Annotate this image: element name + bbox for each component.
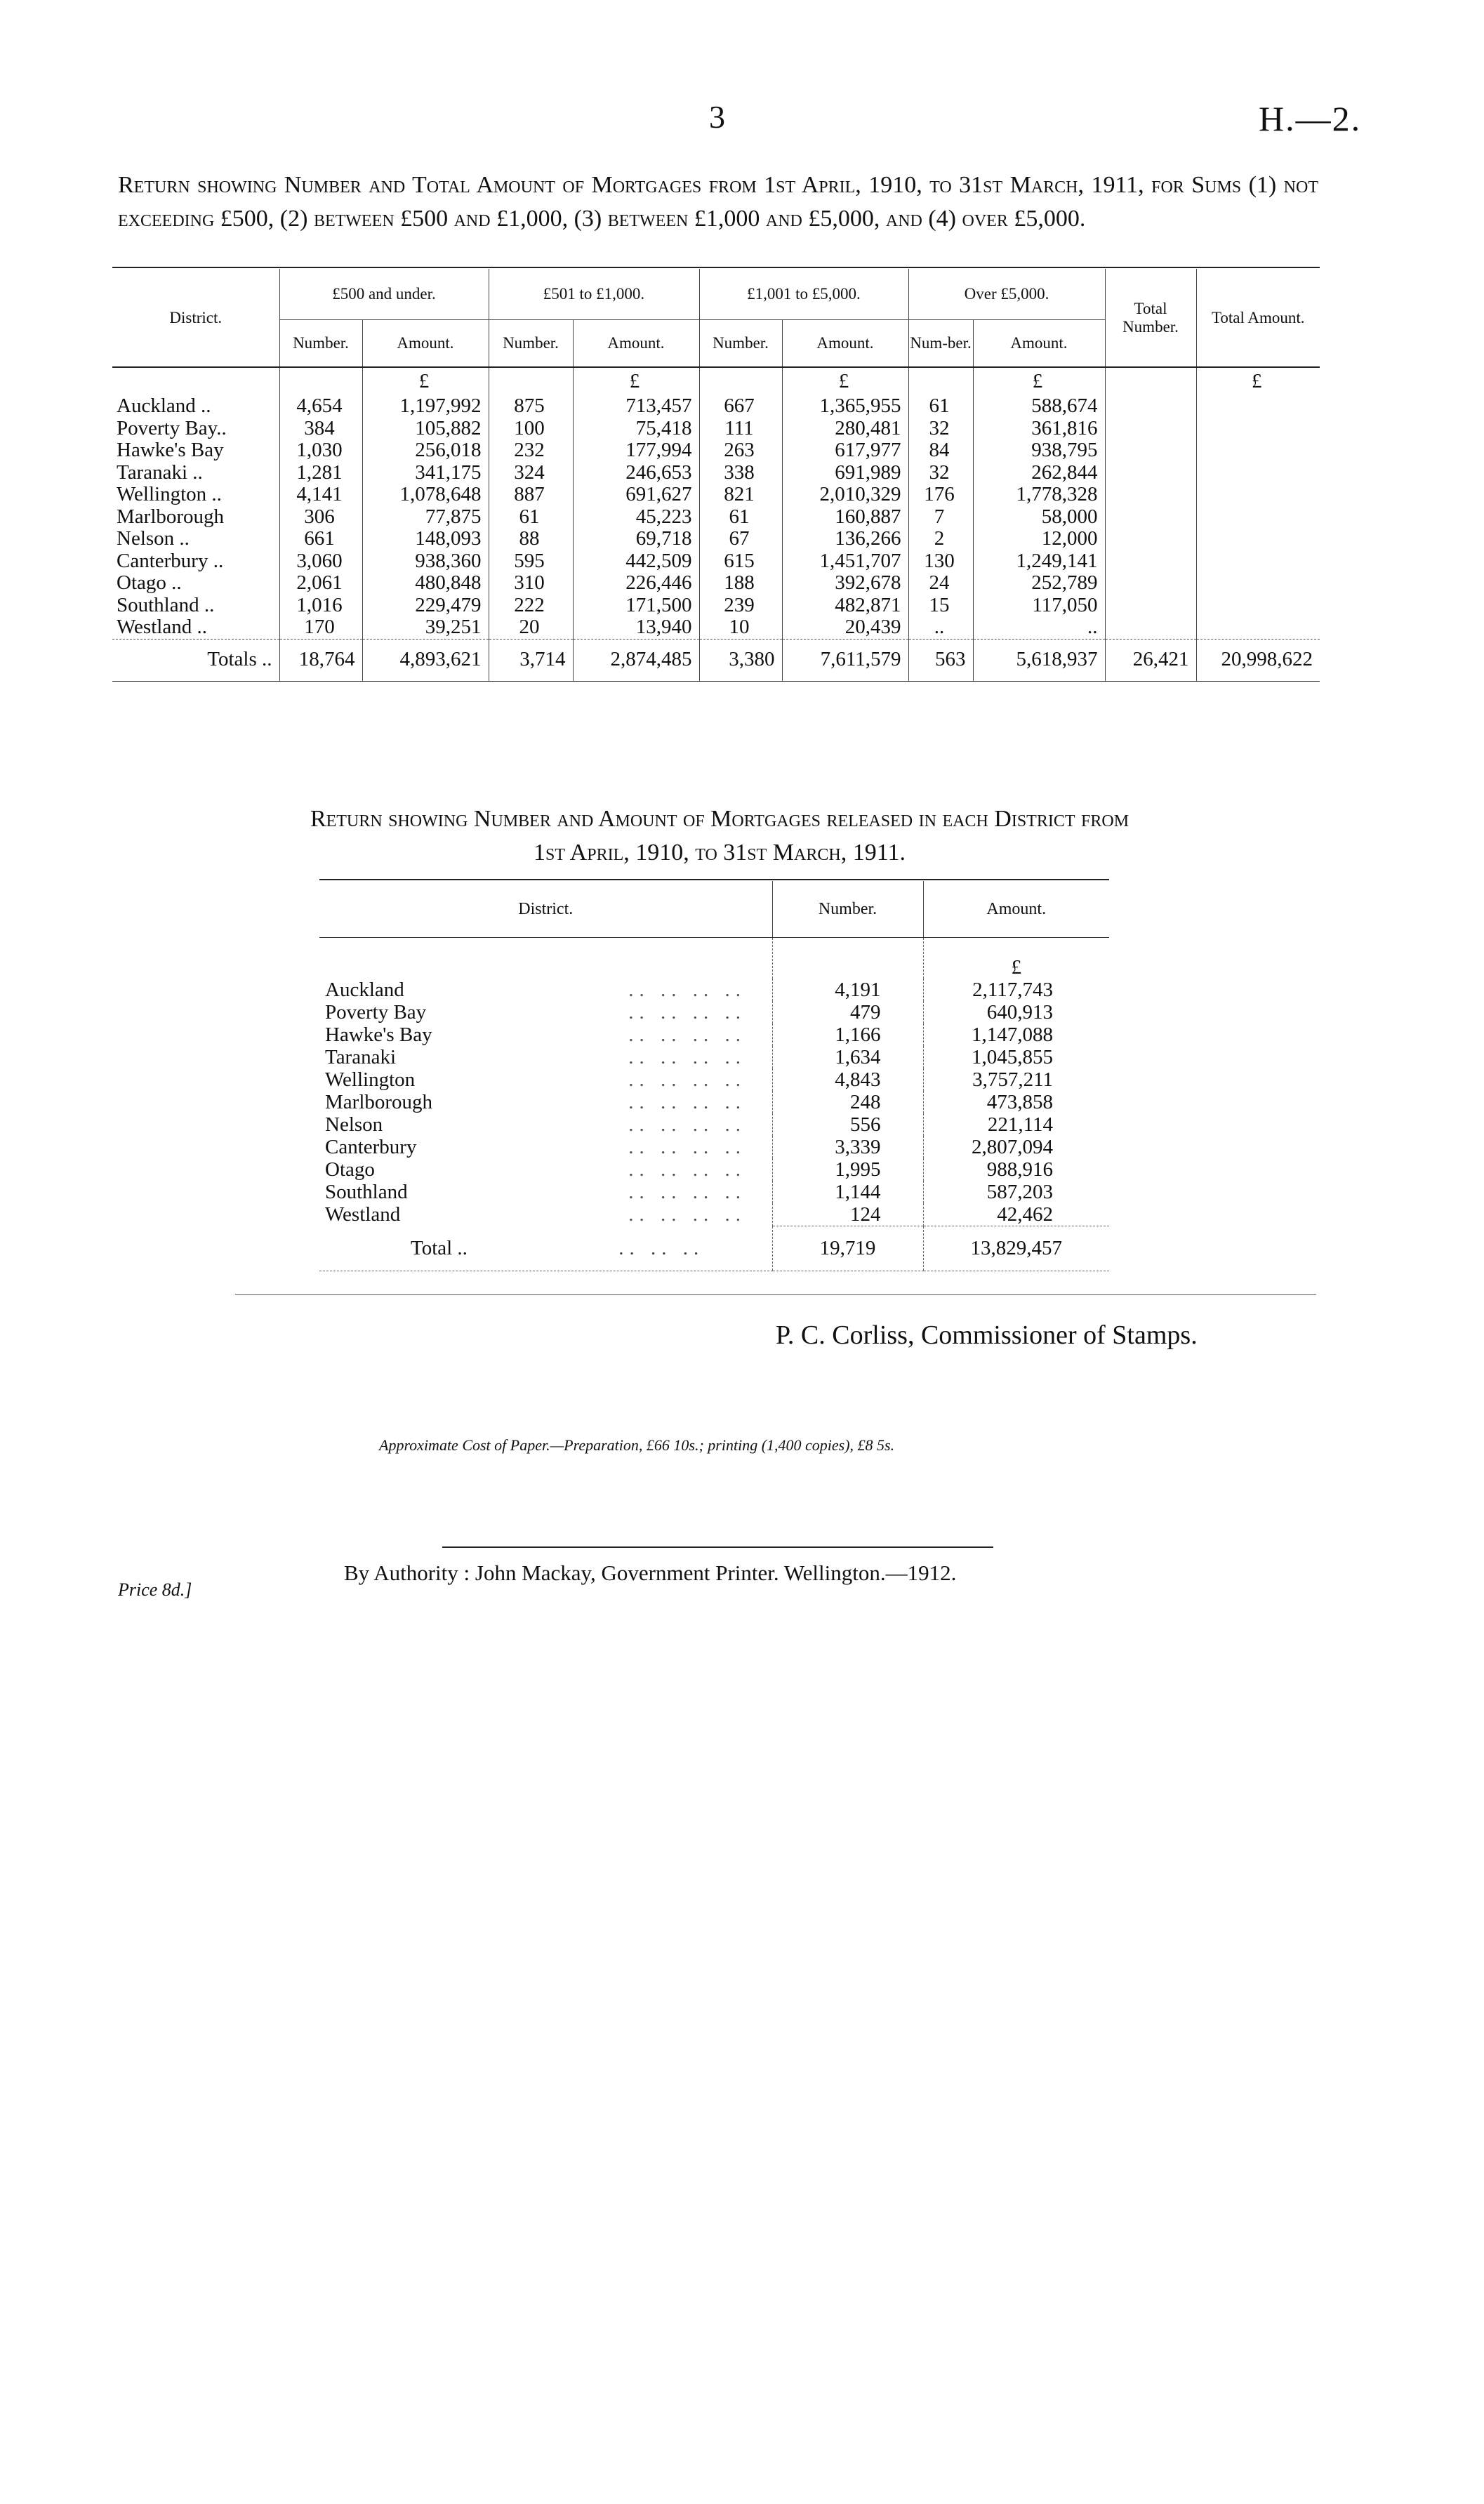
- cell-a2: 691,627: [573, 484, 699, 506]
- cell-a2: 171,500: [573, 595, 699, 617]
- currency-symbol: £: [1196, 367, 1320, 395]
- cell-a3: 691,989: [782, 462, 908, 484]
- cell-a1: 256,018: [362, 439, 489, 462]
- authority-line: By Authority : John Mackay, Government Printer. Wellington.—1912.: [344, 1561, 957, 1585]
- cell-amount: 988,916: [923, 1158, 1109, 1181]
- cell-a4: 1,249,141: [973, 550, 1105, 573]
- district-name: Otago ..: [117, 571, 182, 594]
- currency-symbol: £: [782, 367, 908, 395]
- cell-a4: 588,674: [973, 395, 1105, 418]
- district-name: Southland ..: [117, 593, 215, 616]
- cell-n2: 61: [489, 506, 573, 529]
- cell-total-amount: [1196, 572, 1320, 595]
- cell-n2: 20: [489, 616, 573, 639]
- cell-a1: 341,175: [362, 462, 489, 484]
- col-amount: Amount.: [782, 319, 908, 367]
- released-table: [319, 881, 1109, 1271]
- cell-a3: 280,481: [782, 418, 908, 440]
- district-cell: [319, 979, 772, 1001]
- cell-n1: 4,141: [279, 484, 362, 506]
- totals-a1: 4,893,621: [362, 639, 489, 681]
- cell-n3: 111: [699, 418, 782, 440]
- cell-n4: 32: [908, 418, 973, 440]
- cell-a3: 1,365,955: [782, 395, 908, 418]
- totals-a3: 7,611,579: [782, 639, 908, 681]
- cell-n3: 263: [699, 439, 782, 462]
- cell-n3: 338: [699, 462, 782, 484]
- district-name: Hawke's Bay: [325, 1023, 432, 1046]
- cell-n4: 32: [908, 462, 973, 484]
- cell-n2: 232: [489, 439, 573, 462]
- page-number: 3: [709, 99, 725, 135]
- cell-a4: 58,000: [973, 506, 1105, 529]
- table-row: [112, 395, 1320, 418]
- cell-a2: 45,223: [573, 506, 699, 529]
- table-row: [112, 484, 1320, 506]
- col-district: District.: [112, 269, 279, 367]
- district-name: Poverty Bay..: [117, 416, 227, 439]
- cell-n3: 10: [699, 616, 782, 639]
- mortgages-table: [112, 269, 1320, 682]
- leader-dots: .. .. ..: [618, 1236, 705, 1259]
- leader-dots: .. .. .. ..: [628, 1045, 746, 1068]
- cell-total-number: [1105, 484, 1196, 506]
- cell-total-number: [1105, 395, 1196, 418]
- col-group3: £1,001 to £5,000.: [699, 269, 908, 319]
- col-number: Number.: [489, 319, 573, 367]
- cell-amount: 587,203: [923, 1181, 1109, 1203]
- document-code: H.—2.: [1259, 99, 1362, 138]
- cell-total-amount: [1196, 595, 1320, 617]
- cell-n2: 887: [489, 484, 573, 506]
- return2-title-line2: 1st April, 1910, to 31st March, 1911.: [534, 840, 906, 866]
- leader-dots: .. .. .. ..: [628, 1113, 746, 1136]
- cell-total-number: [1105, 506, 1196, 529]
- cell-total-amount: [1196, 395, 1320, 418]
- cell-a3: 617,977: [782, 439, 908, 462]
- cell-n1: 661: [279, 528, 362, 550]
- cell-n2: 324: [489, 462, 573, 484]
- cell-a3: 160,887: [782, 506, 908, 529]
- col-total-amount: Total Amount.: [1196, 269, 1320, 367]
- cell-number: 124: [772, 1203, 923, 1226]
- cell-amount: 640,913: [923, 1001, 1109, 1024]
- cell-a4: 938,795: [973, 439, 1105, 462]
- cell-a2: 75,418: [573, 418, 699, 440]
- district-name: Westland: [325, 1203, 401, 1226]
- cell-n2: 595: [489, 550, 573, 573]
- cell-a4: 262,844: [973, 462, 1105, 484]
- district-name: Canterbury ..: [117, 549, 224, 572]
- district-cell: [319, 1046, 772, 1068]
- cell-a1: 105,882: [362, 418, 489, 440]
- col-amount: Amount.: [573, 319, 699, 367]
- district-cell: [319, 1001, 772, 1024]
- cell-total-number: [1105, 595, 1196, 617]
- cell-a3: 136,266: [782, 528, 908, 550]
- cell-n4: 61: [908, 395, 973, 418]
- col-amount: Amount.: [923, 881, 1109, 938]
- cell-amount: 1,147,088: [923, 1024, 1109, 1046]
- cell-total-number: [1105, 616, 1196, 639]
- cell-a3: 20,439: [782, 616, 908, 639]
- table-row: [319, 1203, 1109, 1226]
- district-name: Wellington: [325, 1068, 416, 1091]
- cell-n1: 1,281: [279, 462, 362, 484]
- cell-a4: 252,789: [973, 572, 1105, 595]
- cell-a2: 226,446: [573, 572, 699, 595]
- cell-n3: 615: [699, 550, 782, 573]
- cell-n1: 170: [279, 616, 362, 639]
- district-cell: [319, 1158, 772, 1181]
- leader-dots: .. .. .. ..: [628, 1135, 746, 1158]
- cell-a1: 148,093: [362, 528, 489, 550]
- table-row: [319, 1068, 1109, 1091]
- cell-n4: ..: [908, 616, 973, 639]
- cell-number: 1,144: [772, 1181, 923, 1203]
- col-group2: £501 to £1,000.: [489, 269, 699, 319]
- district-name: Auckland ..: [117, 395, 211, 417]
- cell-n4: 15: [908, 595, 973, 617]
- leader-dots: .. .. .. ..: [628, 1023, 746, 1046]
- table-row: [112, 572, 1320, 595]
- col-number: Number.: [772, 881, 923, 938]
- table-row: [319, 1046, 1109, 1068]
- cell-n2: 88: [489, 528, 573, 550]
- cell-n1: 1,016: [279, 595, 362, 617]
- cell-n3: 821: [699, 484, 782, 506]
- cell-a1: 1,078,648: [362, 484, 489, 506]
- cell-a1: 1,197,992: [362, 395, 489, 418]
- cost-note: Approximate Cost of Paper.—Preparation, £66 10s.; printing (1,400 copies), £8 5s.: [379, 1436, 895, 1454]
- cell-a1: 480,848: [362, 572, 489, 595]
- district-name: Taranaki: [325, 1045, 397, 1068]
- cell-n3: 239: [699, 595, 782, 617]
- cell-n2: 310: [489, 572, 573, 595]
- totals-a2: 2,874,485: [573, 639, 699, 681]
- cell-a2: 246,653: [573, 462, 699, 484]
- cell-total-amount: [1196, 616, 1320, 639]
- cell-n4: 176: [908, 484, 973, 506]
- leader-dots: .. .. .. ..: [628, 1068, 746, 1091]
- cell-n1: 384: [279, 418, 362, 440]
- table-row: [319, 1113, 1109, 1136]
- cell-a4: ..: [973, 616, 1105, 639]
- cell-n1: 306: [279, 506, 362, 529]
- col-group4: Over £5,000.: [908, 269, 1105, 319]
- district-cell: [319, 1091, 772, 1113]
- cell-amount: 1,045,855: [923, 1046, 1109, 1068]
- district-name: Marlborough: [117, 505, 225, 528]
- leader-dots: .. .. .. ..: [628, 1090, 746, 1113]
- cell-n4: 130: [908, 550, 973, 573]
- cell-a1: 77,875: [362, 506, 489, 529]
- cell-total-amount: [1196, 550, 1320, 573]
- district-name: Auckland: [325, 978, 404, 1001]
- cell-a2: 13,940: [573, 616, 699, 639]
- cell-n3: 188: [699, 572, 782, 595]
- district-name: Westland ..: [117, 616, 207, 638]
- cell-total-number: [1105, 528, 1196, 550]
- cell-n1: 2,061: [279, 572, 362, 595]
- cell-n3: 67: [699, 528, 782, 550]
- currency-symbol: £: [973, 367, 1105, 395]
- cell-amount: 3,757,211: [923, 1068, 1109, 1091]
- totals-n3: 3,380: [699, 639, 782, 681]
- cell-n3: 667: [699, 395, 782, 418]
- cell-a4: 361,816: [973, 418, 1105, 440]
- cell-n1: 3,060: [279, 550, 362, 573]
- table-row: [112, 462, 1320, 484]
- cell-total-number: [1105, 572, 1196, 595]
- cell-n2: 100: [489, 418, 573, 440]
- cell-a3: 1,451,707: [782, 550, 908, 573]
- district-name: Taranaki ..: [117, 461, 203, 484]
- table-row: [112, 616, 1320, 639]
- total-amount: 13,829,457: [923, 1226, 1109, 1271]
- cell-a3: 482,871: [782, 595, 908, 617]
- return1-title: Return showing Number and Total Amount of Mortgages from 1st April, 1910, to 31st March, 1911, for Sums (1) not exceeding £500, (2) between £500 and £1,000, (3) between £1,000 and £5,000, and (4) over £5,000.: [118, 172, 1318, 232]
- leader-dots: .. .. .. ..: [628, 1000, 746, 1024]
- currency-symbol: £: [923, 938, 1109, 979]
- cell-total-number: [1105, 418, 1196, 440]
- cell-a2: 442,509: [573, 550, 699, 573]
- cell-number: 4,191: [772, 979, 923, 1001]
- district-cell: [319, 1024, 772, 1046]
- table-row: [319, 1136, 1109, 1158]
- cell-n4: 2: [908, 528, 973, 550]
- cell-n3: 61: [699, 506, 782, 529]
- col-district: District.: [319, 881, 772, 938]
- col-total-number: Total Number.: [1105, 269, 1196, 367]
- table-row: [319, 1181, 1109, 1203]
- totals-n2: 3,714: [489, 639, 573, 681]
- total-label-text: Total ..: [411, 1236, 468, 1259]
- cell-n2: 222: [489, 595, 573, 617]
- cell-a2: 177,994: [573, 439, 699, 462]
- district-cell: [319, 1136, 772, 1158]
- table-row: [112, 506, 1320, 529]
- currency-symbol: £: [573, 367, 699, 395]
- cell-number: 479: [772, 1001, 923, 1024]
- district-name: Marlborough: [325, 1090, 433, 1113]
- totals-a4: 5,618,937: [973, 639, 1105, 681]
- district-cell: [319, 1068, 772, 1091]
- table-row: [319, 1024, 1109, 1046]
- cell-a1: 229,479: [362, 595, 489, 617]
- leader-dots: .. .. .. ..: [628, 1180, 746, 1203]
- cell-total-amount: [1196, 484, 1320, 506]
- col-group1: £500 and under.: [279, 269, 489, 319]
- leader-dots: .. .. .. ..: [628, 1158, 746, 1181]
- col-number: Number.: [279, 319, 362, 367]
- cell-number: 1,995: [772, 1158, 923, 1181]
- totals-n1: 18,764: [279, 639, 362, 681]
- cell-a3: 2,010,329: [782, 484, 908, 506]
- district-cell: [319, 1203, 772, 1226]
- cell-n1: 4,654: [279, 395, 362, 418]
- cell-a1: 39,251: [362, 616, 489, 639]
- price: Price 8d.]: [118, 1579, 192, 1600]
- totals-total-number: 26,421: [1105, 639, 1196, 681]
- district-cell: [319, 1113, 772, 1136]
- district-name: Southland: [325, 1180, 408, 1203]
- cell-number: 248: [772, 1091, 923, 1113]
- total-label: [319, 1226, 772, 1271]
- table-row: [112, 528, 1320, 550]
- cell-a3: 392,678: [782, 572, 908, 595]
- cell-n4: 84: [908, 439, 973, 462]
- cell-total-amount: [1196, 418, 1320, 440]
- cell-a1: 938,360: [362, 550, 489, 573]
- district-cell: [319, 1181, 772, 1203]
- cell-total-amount: [1196, 506, 1320, 529]
- cell-a4: 117,050: [973, 595, 1105, 617]
- district-name: Canterbury: [325, 1135, 417, 1158]
- return2-title-line1: Return showing Number and Amount of Mortgages released in each District from: [310, 806, 1129, 832]
- cell-number: 556: [772, 1113, 923, 1136]
- cell-number: 1,166: [772, 1024, 923, 1046]
- currency-symbol: £: [362, 367, 489, 395]
- cell-n1: 1,030: [279, 439, 362, 462]
- cell-total-amount: [1196, 528, 1320, 550]
- cell-number: 4,843: [772, 1068, 923, 1091]
- total-number: 19,719: [772, 1226, 923, 1271]
- cell-amount: 2,117,743: [923, 979, 1109, 1001]
- table-row: [319, 1001, 1109, 1024]
- signature: P. C. Corliss, Commissioner of Stamps.: [776, 1320, 1198, 1350]
- cell-number: 3,339: [772, 1136, 923, 1158]
- col-number-short: Num-ber.: [908, 319, 973, 367]
- leader-dots: .. .. .. ..: [628, 978, 746, 1001]
- totals-total-amount: 20,998,622: [1196, 639, 1320, 681]
- cell-amount: 473,858: [923, 1091, 1109, 1113]
- district-name: Nelson: [325, 1113, 383, 1136]
- table-row: [112, 439, 1320, 462]
- col-amount: Amount.: [362, 319, 489, 367]
- district-name: Nelson ..: [117, 527, 190, 550]
- district-name: Poverty Bay: [325, 1000, 427, 1024]
- cell-a2: 713,457: [573, 395, 699, 418]
- table-row: [319, 1091, 1109, 1113]
- col-amount: Amount.: [973, 319, 1105, 367]
- table-row: [112, 595, 1320, 617]
- cell-amount: 221,114: [923, 1113, 1109, 1136]
- totals-n4: 563: [908, 639, 973, 681]
- cell-total-number: [1105, 439, 1196, 462]
- cell-total-amount: [1196, 439, 1320, 462]
- district-name: Otago: [325, 1158, 375, 1181]
- return2-title: [123, 802, 1316, 870]
- table-row: [319, 979, 1109, 1001]
- table-row: [112, 418, 1320, 440]
- district-name: Hawke's Bay: [117, 439, 224, 461]
- totals-label: Totals ..: [112, 639, 279, 681]
- cell-total-amount: [1196, 462, 1320, 484]
- cell-number: 1,634: [772, 1046, 923, 1068]
- cell-total-number: [1105, 462, 1196, 484]
- cell-amount: 42,462: [923, 1203, 1109, 1226]
- cell-total-number: [1105, 550, 1196, 573]
- cell-n4: 7: [908, 506, 973, 529]
- cell-amount: 2,807,094: [923, 1136, 1109, 1158]
- cell-a4: 12,000: [973, 528, 1105, 550]
- table-row: [319, 1158, 1109, 1181]
- district-name: Wellington ..: [117, 483, 222, 505]
- table-row: [112, 550, 1320, 573]
- cell-a4: 1,778,328: [973, 484, 1105, 506]
- cell-n2: 875: [489, 395, 573, 418]
- leader-dots: .. .. .. ..: [628, 1203, 746, 1226]
- cell-n4: 24: [908, 572, 973, 595]
- col-number: Number.: [699, 319, 782, 367]
- cell-a2: 69,718: [573, 528, 699, 550]
